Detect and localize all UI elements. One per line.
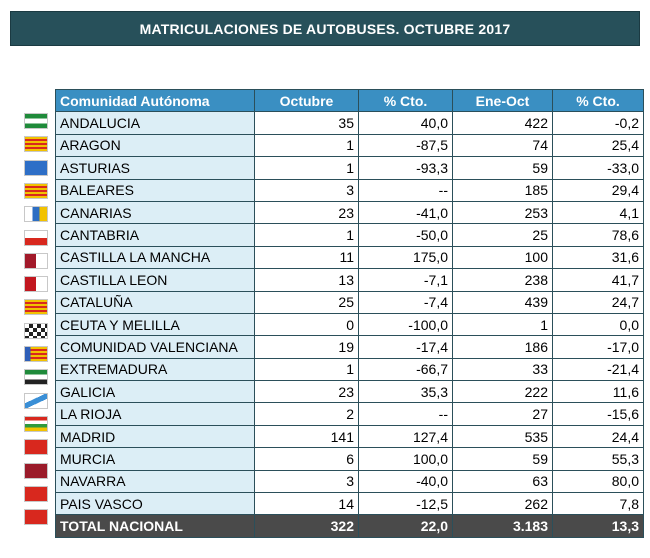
octubre-value: 23 — [255, 201, 359, 223]
ene-oct-value: 25 — [453, 224, 553, 246]
pct-octubre-value: 100,0 — [359, 448, 453, 470]
canarias-flag-icon — [24, 206, 48, 222]
pct-ene-oct-value: -17,0 — [553, 336, 644, 358]
total-octubre-value: 322 — [255, 515, 359, 537]
table-row — [56, 470, 644, 492]
pct-octubre-value: -100,0 — [359, 313, 453, 335]
la-rioja-flag-icon — [24, 416, 48, 432]
region-name: ANDALUCIA — [56, 112, 255, 134]
region-name: NAVARRA — [56, 470, 255, 492]
pct-ene-oct-value: 7,8 — [553, 493, 644, 515]
table-row — [56, 448, 644, 470]
octubre-value: 1 — [255, 224, 359, 246]
region-name: GALICIA — [56, 381, 255, 403]
pct-ene-oct-value: 24,7 — [553, 291, 644, 313]
region-name: LA RIOJA — [56, 403, 255, 425]
octubre-value: 1 — [255, 157, 359, 179]
report-title: MATRICULACIONES DE AUTOBUSES. OCTUBRE 2017 — [10, 11, 640, 46]
murcia-flag-icon — [24, 463, 48, 479]
table-row — [56, 403, 644, 425]
pct-octubre-value: 40,0 — [359, 112, 453, 134]
pct-octubre-value: 35,3 — [359, 381, 453, 403]
region-name: ASTURIAS — [56, 157, 255, 179]
extremadura-flag-icon — [24, 369, 48, 385]
ene-oct-value: 59 — [453, 448, 553, 470]
total-pct-ene-oct-value: 13,3 — [553, 515, 644, 537]
pct-ene-oct-value: 25,4 — [553, 134, 644, 156]
pct-ene-oct-value: 0,0 — [553, 313, 644, 335]
pct-octubre-value: -- — [359, 179, 453, 201]
cantabria-flag-icon — [24, 230, 48, 246]
col-header-ene-oct: Ene-Oct — [453, 90, 553, 112]
table-row — [56, 336, 644, 358]
ene-oct-value: 439 — [453, 291, 553, 313]
pct-octubre-value: -17,4 — [359, 336, 453, 358]
table-header-row — [56, 90, 644, 112]
ceuta-melilla-flag-icon — [24, 323, 48, 339]
octubre-value: 6 — [255, 448, 359, 470]
region-name: COMUNIDAD VALENCIANA — [56, 336, 255, 358]
pct-ene-oct-value: -33,0 — [553, 157, 644, 179]
octubre-value: 141 — [255, 425, 359, 447]
pct-octubre-value: -40,0 — [359, 470, 453, 492]
region-name: CASTILLA LEON — [56, 269, 255, 291]
table-row — [56, 358, 644, 380]
ene-oct-value: 186 — [453, 336, 553, 358]
ene-oct-value: 222 — [453, 381, 553, 403]
region-name: CEUTA Y MELILLA — [56, 313, 255, 335]
region-name: MADRID — [56, 425, 255, 447]
navarra-flag-icon — [24, 486, 48, 502]
region-name: EXTREMADURA — [56, 358, 255, 380]
octubre-value: 19 — [255, 336, 359, 358]
pct-ene-oct-value: -21,4 — [553, 358, 644, 380]
col-header-pct-ene-oct: % Cto. — [553, 90, 644, 112]
octubre-value: 23 — [255, 381, 359, 403]
pct-ene-oct-value: -0,2 — [553, 112, 644, 134]
octubre-value: 35 — [255, 112, 359, 134]
valenciana-flag-icon — [24, 346, 48, 362]
region-name: PAIS VASCO — [56, 493, 255, 515]
ene-oct-value: 185 — [453, 179, 553, 201]
baleares-flag-icon — [24, 183, 48, 199]
total-pct-octubre-value: 22,0 — [359, 515, 453, 537]
pct-octubre-value: -12,5 — [359, 493, 453, 515]
table-row — [56, 381, 644, 403]
pct-ene-oct-value: 24,4 — [553, 425, 644, 447]
pct-octubre-value: -7,4 — [359, 291, 453, 313]
pct-ene-oct-value: 41,7 — [553, 269, 644, 291]
ene-oct-value: 100 — [453, 246, 553, 268]
pct-octubre-value: -- — [359, 403, 453, 425]
pais-vasco-flag-icon — [24, 509, 48, 525]
col-header-comunidad: Comunidad Autónoma — [56, 90, 255, 112]
pct-octubre-value: -66,7 — [359, 358, 453, 380]
pct-octubre-value: -93,3 — [359, 157, 453, 179]
pct-ene-oct-value: 55,3 — [553, 448, 644, 470]
castilla-leon-flag-icon — [24, 276, 48, 292]
pct-octubre-value: -7,1 — [359, 269, 453, 291]
madrid-flag-icon — [24, 439, 48, 455]
pct-ene-oct-value: 29,4 — [553, 179, 644, 201]
ene-oct-value: 253 — [453, 201, 553, 223]
table-row — [56, 269, 644, 291]
pct-ene-oct-value: -15,6 — [553, 403, 644, 425]
total-row — [56, 515, 644, 537]
total-ene-oct-value: 3.183 — [453, 515, 553, 537]
table-row — [56, 134, 644, 156]
ene-oct-value: 535 — [453, 425, 553, 447]
octubre-value: 13 — [255, 269, 359, 291]
pct-octubre-value: 127,4 — [359, 425, 453, 447]
pct-octubre-value: 175,0 — [359, 246, 453, 268]
ene-oct-value: 63 — [453, 470, 553, 492]
total-region-name: TOTAL NACIONAL — [56, 515, 255, 537]
ene-oct-value: 1 — [453, 313, 553, 335]
aragon-flag-icon — [24, 136, 48, 152]
registrations-table — [55, 89, 644, 538]
region-name: CANTABRIA — [56, 224, 255, 246]
region-name: CASTILLA LA MANCHA — [56, 246, 255, 268]
ene-oct-value: 262 — [453, 493, 553, 515]
octubre-value: 1 — [255, 358, 359, 380]
ene-oct-value: 33 — [453, 358, 553, 380]
col-header-pct-octubre: % Cto. — [359, 90, 453, 112]
octubre-value: 11 — [255, 246, 359, 268]
pct-octubre-value: -87,5 — [359, 134, 453, 156]
octubre-value: 3 — [255, 179, 359, 201]
table-row — [56, 246, 644, 268]
table-row — [56, 493, 644, 515]
table-row — [56, 291, 644, 313]
pct-octubre-value: -41,0 — [359, 201, 453, 223]
ene-oct-value: 74 — [453, 134, 553, 156]
ene-oct-value: 59 — [453, 157, 553, 179]
octubre-value: 1 — [255, 134, 359, 156]
col-header-octubre: Octubre — [255, 90, 359, 112]
pct-ene-oct-value: 31,6 — [553, 246, 644, 268]
pct-ene-oct-value: 78,6 — [553, 224, 644, 246]
octubre-value: 25 — [255, 291, 359, 313]
table-row — [56, 179, 644, 201]
region-name: CATALUÑA — [56, 291, 255, 313]
table-row — [56, 112, 644, 134]
octubre-value: 14 — [255, 493, 359, 515]
pct-ene-oct-value: 4,1 — [553, 201, 644, 223]
ene-oct-value: 27 — [453, 403, 553, 425]
octubre-value: 3 — [255, 470, 359, 492]
table-row — [56, 425, 644, 447]
region-name: BALEARES — [56, 179, 255, 201]
cataluna-flag-icon — [24, 299, 48, 315]
octubre-value: 0 — [255, 313, 359, 335]
table-row — [56, 313, 644, 335]
table-row — [56, 224, 644, 246]
pct-ene-oct-value: 80,0 — [553, 470, 644, 492]
table-row — [56, 201, 644, 223]
region-name: ARAGON — [56, 134, 255, 156]
pct-octubre-value: -50,0 — [359, 224, 453, 246]
ene-oct-value: 422 — [453, 112, 553, 134]
castilla-la-mancha-flag-icon — [24, 253, 48, 269]
region-name: CANARIAS — [56, 201, 255, 223]
region-name: MURCIA — [56, 448, 255, 470]
table-row — [56, 157, 644, 179]
octubre-value: 2 — [255, 403, 359, 425]
ene-oct-value: 238 — [453, 269, 553, 291]
galicia-flag-icon — [24, 393, 48, 409]
pct-ene-oct-value: 11,6 — [553, 381, 644, 403]
andalucia-flag-icon — [24, 113, 48, 129]
asturias-flag-icon — [24, 160, 48, 176]
